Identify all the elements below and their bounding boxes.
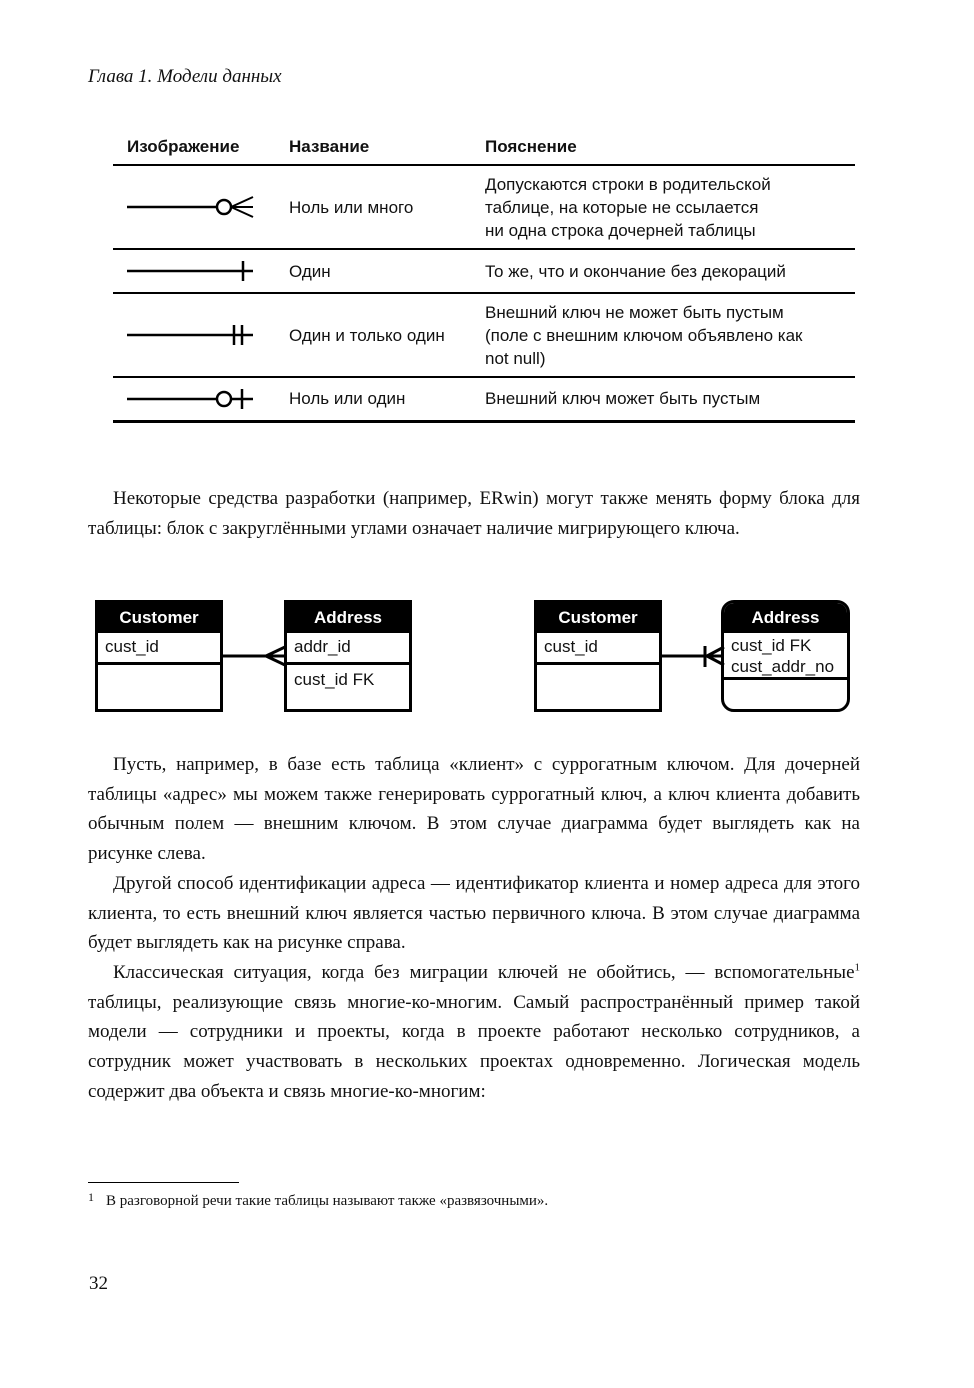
entity-key: addr_id bbox=[287, 633, 409, 665]
entity-address-right bbox=[721, 600, 850, 712]
relationship-line-many bbox=[222, 645, 286, 669]
relationship-line-one-or-many bbox=[661, 645, 725, 669]
entity-customer-right bbox=[534, 600, 662, 712]
entity-key: cust_id bbox=[98, 633, 220, 665]
paragraph-erwin bbox=[88, 484, 860, 543]
paragraph-text-after: таблицы, реализующие связь многие-ко-многим. Самый распространённый пример такой модели — сотрудники и проекты, когда в проекте работают несколько сотрудников, а сотрудник может участвовать в нескольких проектах одновременно. Логическая модель содержит два объекта и связь многие-ко-многим: bbox=[88, 991, 860, 1102]
notation-image-cell bbox=[113, 293, 275, 377]
column-header-image: Изображение bbox=[113, 130, 275, 165]
entity-title: Customer bbox=[537, 603, 659, 633]
entity-title: Address bbox=[724, 603, 847, 633]
explanation-line: То же, что и окончание без декораций bbox=[485, 261, 786, 281]
paragraph-text-before: Классическая ситуация, когда без миграции ключей не обойтись, — вспомогательные bbox=[113, 961, 855, 983]
explanation-line: (поле с внешним ключом объявлено как bbox=[485, 325, 803, 345]
footnote-divider bbox=[88, 1182, 239, 1183]
page-number: 32 bbox=[89, 1273, 108, 1294]
body-paragraphs bbox=[88, 750, 860, 1106]
paragraph-text: Некоторые средства разработки (например, ERwin) могут также менять форму блока для таблицы: блок с закруглёнными углами означает наличие мигрирующего ключа. bbox=[88, 488, 860, 539]
notation-image-cell bbox=[113, 249, 275, 293]
notation-name: Ноль или много bbox=[275, 165, 471, 249]
entity-key-group bbox=[724, 633, 847, 680]
footnote bbox=[88, 1190, 548, 1210]
explanation-line: not null) bbox=[485, 348, 546, 368]
paragraph-text: Другой способ идентификации адреса — идентификатор клиента и номер адреса для этого клиента, то есть внешний ключ является частью первичного ключа. В этом случае диаграмма будет выглядеть как на рисунке справа. bbox=[88, 872, 860, 954]
notation-name: Один и только один bbox=[275, 293, 471, 377]
notation-explanation bbox=[471, 249, 855, 293]
notation-explanation bbox=[471, 377, 855, 421]
entity-key: cust_addr_no bbox=[731, 657, 835, 676]
explanation-line: Допускаются строки в родительской bbox=[485, 174, 771, 194]
entity-title: Address bbox=[287, 603, 409, 633]
table-row bbox=[113, 293, 855, 377]
notation-image-cell bbox=[113, 377, 275, 421]
table-header-row bbox=[113, 130, 855, 165]
zero-or-many-icon bbox=[127, 195, 257, 219]
paragraph-text bbox=[88, 958, 860, 1107]
explanation-line: ни одна строка дочерней таблицы bbox=[485, 220, 756, 240]
table-row bbox=[113, 165, 855, 249]
explanation-line: Внешний ключ не может быть пустым bbox=[485, 302, 784, 322]
entity-address-left bbox=[284, 600, 412, 712]
footnote-reference[interactable]: 1 bbox=[854, 961, 860, 974]
paragraph-text: Пусть, например, в базе есть таблица «клиент» с суррогатным ключом. Для дочерней таблицы «адрес» мы можем также генерировать суррогатный ключ, а ключ клиента добавить обычным полем — внешним ключом. В этом случае диаграмма будет выглядеть как на рисунке слева. bbox=[88, 754, 860, 865]
table-row bbox=[113, 249, 855, 293]
entity-customer-left bbox=[95, 600, 223, 712]
entity-attribute: cust_id FK bbox=[294, 670, 375, 689]
entity-title: Customer bbox=[98, 603, 220, 633]
zero-or-one-icon bbox=[127, 387, 257, 411]
notation-image-cell bbox=[113, 165, 275, 249]
notation-name: Ноль или один bbox=[275, 377, 471, 421]
entity-key: cust_id FK bbox=[731, 636, 812, 655]
column-header-explanation: Пояснение bbox=[471, 130, 855, 165]
footnote-text: В разговорной речи такие таблицы называют также «развязочными». bbox=[106, 1193, 549, 1209]
column-header-name: Название bbox=[275, 130, 471, 165]
running-head: Глава 1. Модели данных bbox=[88, 66, 282, 87]
one-and-only-one-icon bbox=[127, 323, 257, 347]
notation-table bbox=[113, 130, 855, 423]
entity-key: cust_id bbox=[537, 633, 659, 665]
one-icon bbox=[127, 259, 257, 283]
notation-name: Один bbox=[275, 249, 471, 293]
footnote-number: 1 bbox=[88, 1190, 94, 1204]
notation-explanation bbox=[471, 165, 855, 249]
explanation-line: Внешний ключ может быть пустым bbox=[485, 389, 761, 409]
table-row bbox=[113, 377, 855, 421]
explanation-line: таблице, на которые не ссылается bbox=[485, 197, 759, 217]
notation-explanation bbox=[471, 293, 855, 377]
